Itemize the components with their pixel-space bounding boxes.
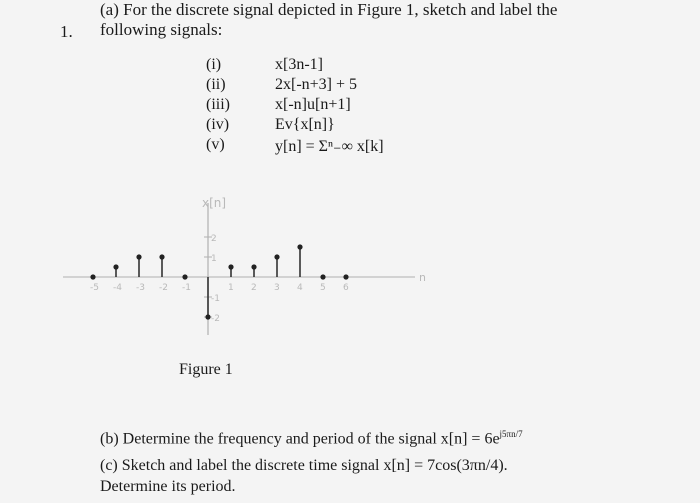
- y-axis-label: x[n]: [202, 196, 227, 210]
- item-expr-iii: x[-n]u[n+1]: [275, 96, 351, 113]
- part-b-main: (b) Determine the frequency and period of the signal x[n] = 6e: [100, 430, 500, 448]
- x-tick-label: -2: [159, 283, 168, 293]
- item-roman-i: (i): [206, 56, 222, 73]
- x-tick-label: -5: [90, 283, 99, 293]
- y-tick-label: 1: [211, 254, 217, 264]
- sample-point-n1: [228, 264, 233, 269]
- x-tick-label: 4: [297, 283, 303, 293]
- y-tick-label: 2: [211, 234, 217, 244]
- item-roman-v: (v): [206, 136, 225, 153]
- x-tick-label: 1: [228, 283, 234, 293]
- sample-point-n-5: [90, 274, 95, 279]
- sample-point-n0: [205, 314, 210, 319]
- question-number: 1.: [60, 22, 73, 41]
- item-roman-iv: (iv): [206, 116, 230, 133]
- sample-point-n-2: [159, 254, 164, 259]
- item-expr-v: y[n] = Σⁿ₋∞ x[k]: [275, 138, 384, 155]
- part-c-text-line1: (c) Sketch and label the discrete time signal x[n] = 7cos(3πn/4).: [100, 457, 508, 474]
- y-tick-label: -1: [211, 294, 220, 304]
- item-roman-ii: (ii): [206, 76, 226, 93]
- item-expr-i: x[3n-1]: [275, 56, 323, 73]
- x-tick-label: -4: [113, 283, 122, 293]
- figure-1-stem-plot: [55, 185, 435, 345]
- sample-point-n-1: [182, 274, 187, 279]
- part-a-text-line1: (a) For the discrete signal depicted in Figure 1, sketch and label the: [100, 0, 558, 19]
- x-tick-label: 2: [251, 283, 257, 293]
- part-c-text-line2: Determine its period.: [100, 478, 236, 495]
- item-expr-iv: Ev{x[n]}: [275, 116, 335, 133]
- item-expr-ii: 2x[-n+3] + 5: [275, 76, 358, 93]
- sample-point-n-3: [136, 254, 141, 259]
- sample-point-n2: [251, 264, 256, 269]
- part-b-exponent: j5πn/7: [499, 429, 523, 439]
- sample-point-n3: [274, 254, 279, 259]
- x-axis-label: n: [419, 271, 426, 284]
- x-tick-label: -3: [136, 283, 145, 293]
- figure-caption: Figure 1: [179, 361, 233, 378]
- sample-point-n5: [320, 274, 325, 279]
- item-roman-iii: (iii): [206, 96, 230, 113]
- sample-point-n6: [343, 274, 348, 279]
- part-a-text-line2: following signals:: [100, 20, 223, 39]
- x-tick-label: 3: [274, 283, 280, 293]
- y-tick-label: -2: [211, 314, 220, 324]
- x-tick-label: 6: [343, 283, 349, 293]
- part-b-text: [100, 429, 523, 448]
- x-tick-label: 5: [320, 283, 326, 293]
- x-tick-label: -1: [182, 283, 191, 293]
- sample-point-n4: [297, 244, 302, 249]
- sample-point-n-4: [113, 264, 118, 269]
